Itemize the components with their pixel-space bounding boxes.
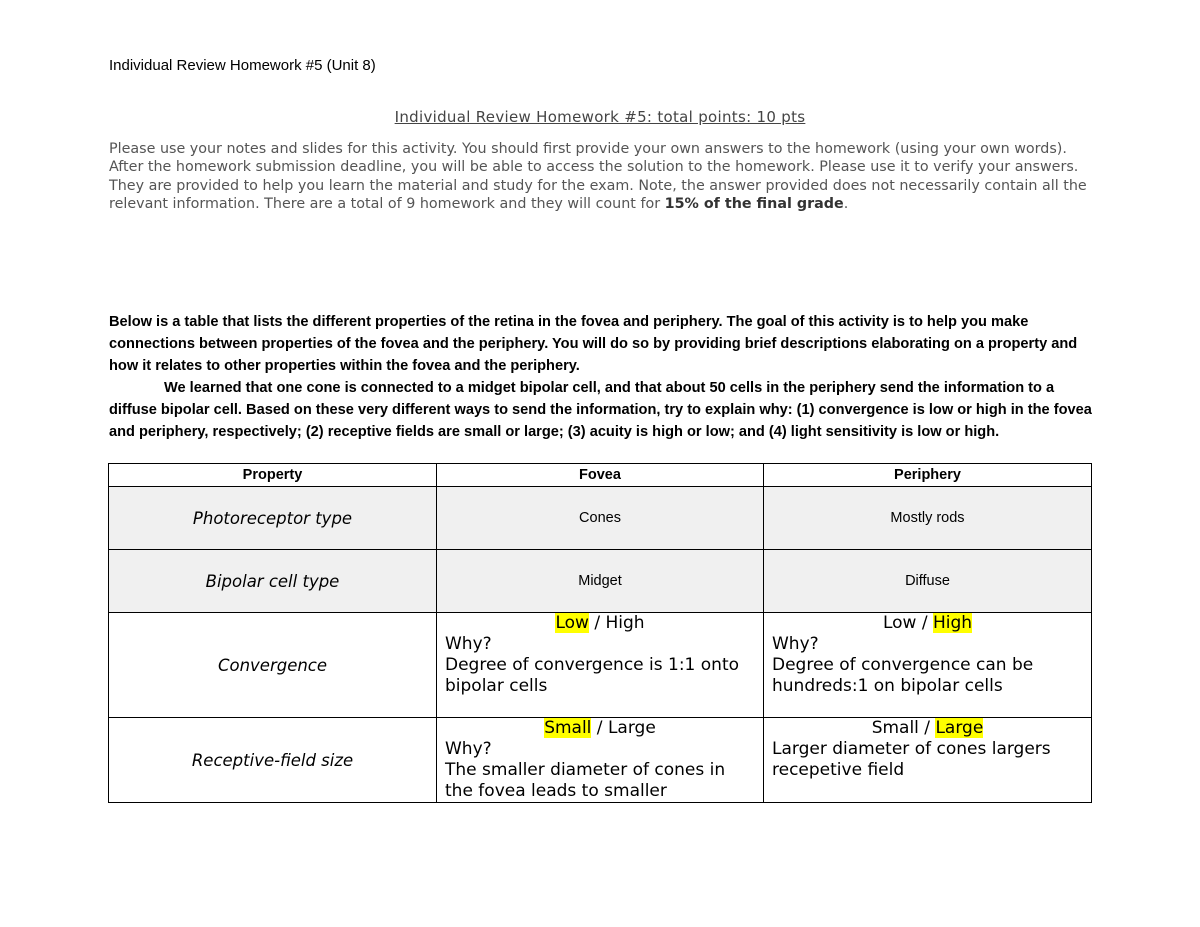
selected-option: High <box>932 613 973 633</box>
property-cell: Photoreceptor type <box>109 487 437 550</box>
answer-text: Larger diameter of cones largers recepetive field <box>772 739 1051 780</box>
selected-option: Small <box>544 718 592 738</box>
periphery-cell: Diffuse <box>764 550 1092 613</box>
intro-text: Please use your notes and slides for this activity. You should first provide your own answers to the homework (using your own words). After the homework submission deadline, you will be able to access the solution to the homework. Please use it to verify your answers. They are provided to help you learn the material and study for the exam. Note, the answer provided does not necessarily contain all the relevant information. There are a total of 9 homework and they will count for <box>109 141 1087 213</box>
answer-text: The smaller diameter of cones in the fovea leads to smaller <box>445 760 726 801</box>
property-cell: Bipolar cell type <box>109 550 437 613</box>
description-p1: Below is a table that lists the different properties of the retina in the fovea and periphery. The goal of this activity is to help you make connections between properties of the fovea and the periphery. You will do so by providing brief descriptions elaborating on a property and how it relates to other properties within the fovea and the periphery. <box>109 314 1078 374</box>
intro-bold: 15% of the final grade <box>664 196 844 213</box>
unselected-option: Small <box>871 718 919 738</box>
choice-line <box>445 718 755 739</box>
table-row <box>109 550 1092 613</box>
why-label: Why? <box>445 634 492 654</box>
fovea-cell: Midget <box>437 550 764 613</box>
option-separator: / <box>918 718 936 738</box>
header-property: Property <box>109 464 437 487</box>
unselected-option: Low <box>882 613 917 633</box>
selected-option: Large <box>935 718 984 738</box>
choice-line <box>772 718 1083 739</box>
choice-line <box>445 613 755 634</box>
property-cell: Convergence <box>109 613 437 718</box>
table-header-row <box>109 464 1092 487</box>
properties-table <box>108 463 1092 803</box>
periphery-cell: Mostly rods <box>764 487 1092 550</box>
option-separator: / <box>591 718 608 738</box>
unselected-option: Large <box>607 718 656 738</box>
unselected-option: High <box>605 613 645 633</box>
option-separator: / <box>916 613 933 633</box>
header-fovea: Fovea <box>437 464 764 487</box>
fovea-answer-cell <box>437 613 764 718</box>
answer-text: Degree of convergence can be hundreds:1 on bipolar cells <box>772 655 1034 696</box>
page-header: Individual Review Homework #5 (Unit 8) <box>109 57 376 74</box>
fovea-answer-cell <box>437 718 764 803</box>
fovea-cell: Cones <box>437 487 764 550</box>
choice-line <box>772 613 1083 634</box>
title-text: Individual Review Homework #5: total points: 10 pts <box>394 108 806 126</box>
why-label: Why? <box>772 634 819 654</box>
intro-end: . <box>843 196 849 213</box>
document-title <box>0 108 1200 126</box>
periphery-answer-cell <box>764 613 1092 718</box>
periphery-answer-cell <box>764 718 1092 803</box>
property-cell: Receptive-field size <box>109 718 437 803</box>
selected-option: Low <box>555 613 589 633</box>
table-row <box>109 613 1092 718</box>
answer-text: Degree of convergence is 1:1 onto bipolar cells <box>445 655 740 696</box>
header-periphery: Periphery <box>764 464 1092 487</box>
table-row <box>109 487 1092 550</box>
option-separator: / <box>588 613 606 633</box>
why-label: Why? <box>445 739 492 759</box>
description <box>109 311 1094 443</box>
description-p2: We learned that one cone is connected to a midget bipolar cell, and that about 50 cells in the periphery send the information to a diffuse bipolar cell. Based on these very different ways to send the information, try to explain why: (1) convergence is low or high in the fovea and periphery, respectively; (2) receptive fields are small or large; (3) acuity is high or low; and (4) light sensitivity is low or high. <box>109 380 1092 440</box>
table-row <box>109 718 1092 803</box>
intro-paragraph <box>109 140 1099 214</box>
